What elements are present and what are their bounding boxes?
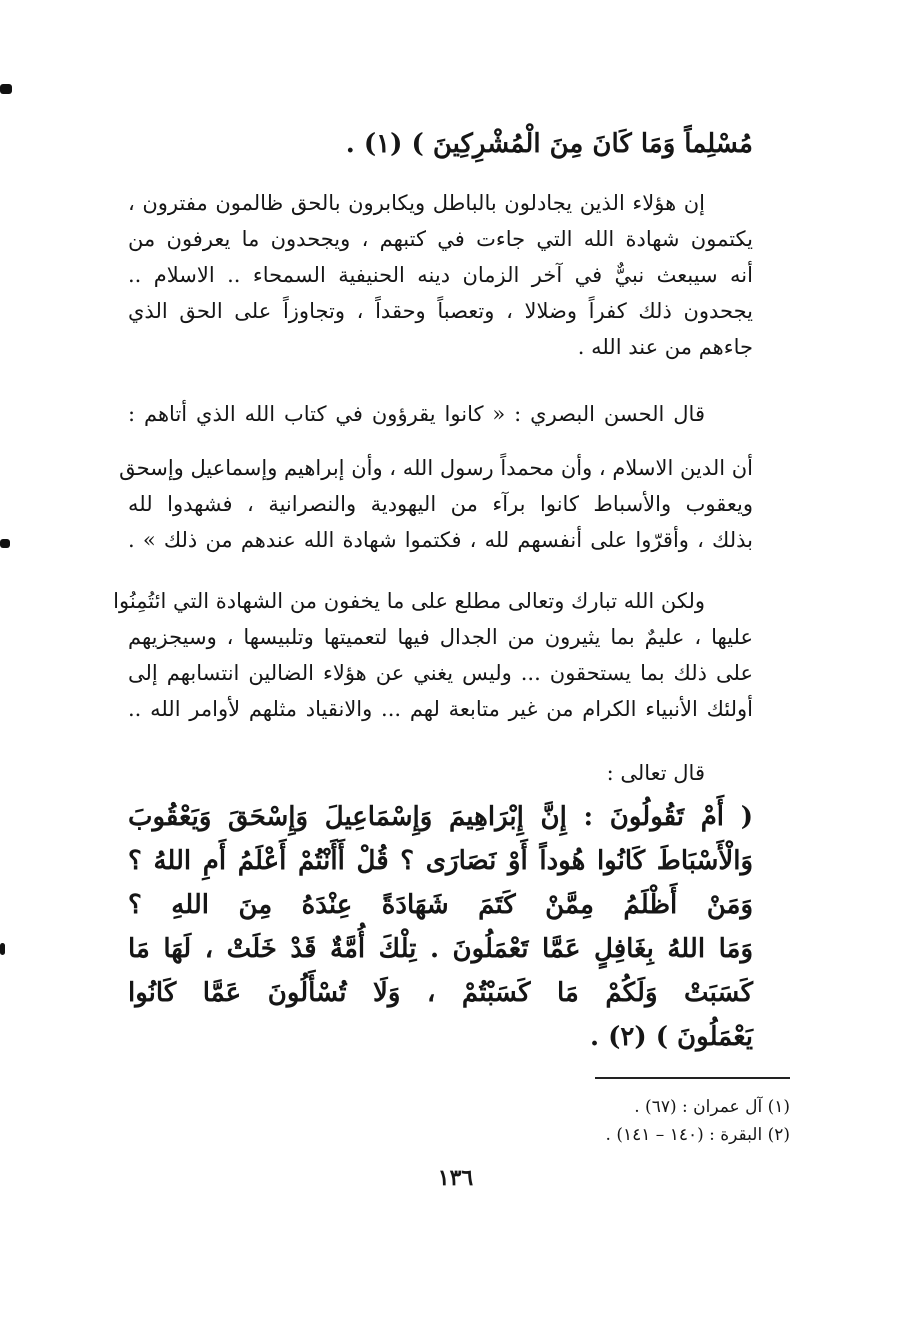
quran-verse (128, 795, 753, 1059)
paragraph-3-line: ولكن الله تبارك وتعالى مطلع على ما يخفون من الشهادة التي ائتُمِنُوا (113, 589, 705, 613)
opening-verse-line: مُسْلِماً وَمَا كَانَ مِنَ الْمُشْرِكِينَ ) (١) . (345, 129, 753, 159)
paragraph-1-line: يجحدون ذلك كفراً وضلالا ، وتعصباً وحقداً ، وتجاوزاً على الحق الذي (128, 299, 753, 323)
paragraph-2-line: ويعقوب والأسباط كانوا برآء من اليهودية والنصرانية ، فشهدوا لله (128, 492, 753, 516)
footnotes (480, 1093, 790, 1149)
verse-line: وَمَا اللهُ بِغَافِلٍ عَمَّا تَعْمَلُونَ . تِلْكَ أُمَّةٌ قَدْ خَلَتْ ، لَهَا مَا (128, 934, 753, 964)
verse-line: وَالْأَسْبَاطَ كَانُوا هُوداً أَوْ نَصَارَى ؟ قُلْ أَأَنْتُمْ أَعْلَمُ أَمِ اللهُ ؟ (128, 846, 753, 876)
footnote: (٢) البقرة : (١٤٠ – ١٤١) . (605, 1125, 790, 1145)
footnote-divider (595, 1077, 790, 1079)
paragraph-3-line: على ذلك بما يستحقون ... وليس يغني عن هؤلاء الضالين انتسابهم إلى (128, 661, 753, 685)
paragraph-3-line: أولئك الأنبياء الكرام من غير متابعة لهم ... والانقياد مثلهم لأوامر الله .. (128, 697, 753, 721)
paragraph-1-line: إن هؤلاء الذين يجادلون بالباطل ويكابرون بالحق ظالمون مفترون ، (128, 191, 705, 215)
paragraph-3-line: عليها ، عليمٌ بما يثيرون من الجدال فيها لتعميتها وتلبيسها ، وسيجزيهم (128, 625, 753, 649)
page-number: ١٣٦ (437, 1165, 474, 1191)
scan-mark-top (0, 84, 12, 94)
scan-mark-middle (0, 539, 10, 548)
paragraph-2 (119, 450, 753, 558)
footnote: (١) آل عمران : (٦٧) . (634, 1097, 790, 1117)
verse-line: يَعْمَلُونَ ) (٢) . (589, 1022, 753, 1052)
paragraph-3 (113, 583, 753, 727)
paragraph-1-line: يكتمون شهادة الله التي جاءت في كتبهم ، ويجحدون ما يعرفون من (128, 227, 753, 251)
paragraph-1-line: أنه سيبعث نبيٌّ في آخر الزمان دينه الحنيفية السمحاء .. الاسلام .. (128, 263, 753, 287)
verse-line: وَمَنْ أَظْلَمُ مِمَّنْ كَتَمَ شَهَادَةً عِنْدَهُ مِنَ اللهِ ؟ (128, 890, 753, 920)
scan-mark-bottom (0, 943, 5, 955)
verse-line: ( أَمْ تَقُولُونَ : إِنَّ إِبْرَاهِيمَ وَإِسْمَاعِيلَ وَإِسْحَقَ وَيَعْقُوبَ (128, 802, 753, 832)
paragraph-2-line: بذلك ، وأقرّوا على أنفسهم لله ، فكتموا شهادة الله عندهم من ذلك » . (128, 528, 753, 552)
paragraph-2-line: أن الدين الاسلام ، وأن محمداً رسول الله ، وأن إبراهيم وإسماعيل وإسحق (119, 456, 753, 480)
paragraph-1 (128, 185, 753, 365)
verse-line: كَسَبَتْ وَلَكُمْ مَا كَسَبْتُمْ ، وَلَا تُسْأَلُونَ عَمَّا كَانُوا (128, 978, 753, 1008)
verse-intro: قال تعالى : (606, 761, 705, 785)
paragraph-2-intro: قال الحسن البصري : « كانوا يقرؤون في كتاب الله الذي أتاهم : (128, 402, 705, 426)
paragraph-1-line: جاءهم من عند الله . (577, 335, 753, 359)
